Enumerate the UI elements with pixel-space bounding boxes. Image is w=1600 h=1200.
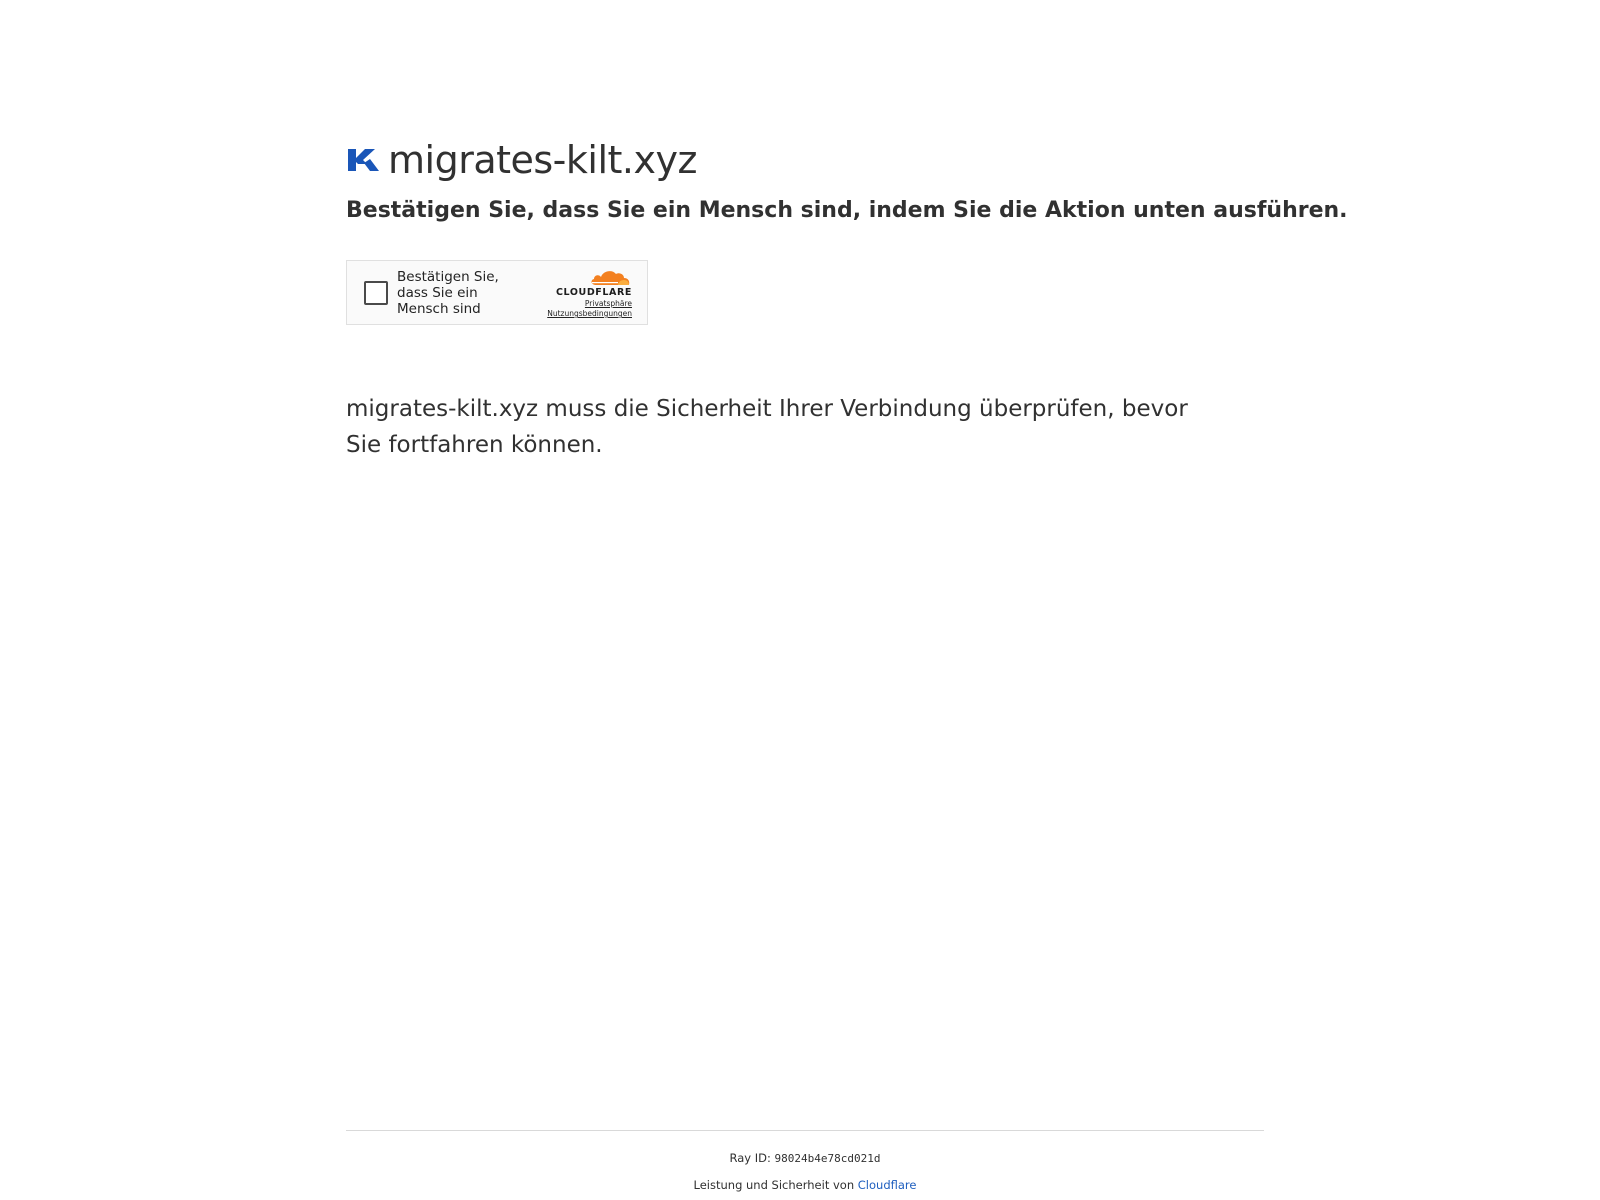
page-subtitle: Bestätigen Sie, dass Sie ein Mensch sind, indem Sie die Aktion unten ausführen.: [346, 198, 1348, 223]
performance-line: [346, 1177, 1264, 1193]
ray-id-line: [346, 1150, 1264, 1167]
main-content: [346, 135, 1348, 463]
site-header: [346, 135, 1266, 185]
human-verification-checkbox[interactable]: [364, 281, 388, 305]
turnstile-widget: [346, 260, 648, 325]
ray-id-value: 98024b4e78cd021d: [774, 1152, 881, 1165]
ray-id-label: Ray ID:: [729, 1151, 771, 1165]
cloudflare-cloud-icon: [588, 268, 632, 286]
footer: [346, 1130, 1264, 1193]
checkbox-label: Bestätigen Sie, dass Sie ein Mensch sind: [397, 268, 499, 317]
privacy-link[interactable]: Privatsphäre: [584, 299, 632, 308]
cloudflare-footer-link[interactable]: Cloudflare: [857, 1178, 917, 1192]
site-logo-icon: [346, 146, 380, 174]
cloudflare-brand: [532, 268, 632, 319]
security-check-message: migrates-kilt.xyz muss die Sicherheit Ihrer Verbindung überprüfen, bevor Sie fortfahren können.: [346, 396, 1188, 458]
performance-text: Leistung und Sicherheit von: [693, 1178, 855, 1192]
cloudflare-wordmark: CLOUDFLARE: [555, 287, 632, 298]
terms-link[interactable]: Nutzungsbedingungen: [547, 309, 632, 318]
site-name: migrates-kilt.xyz: [388, 138, 697, 182]
